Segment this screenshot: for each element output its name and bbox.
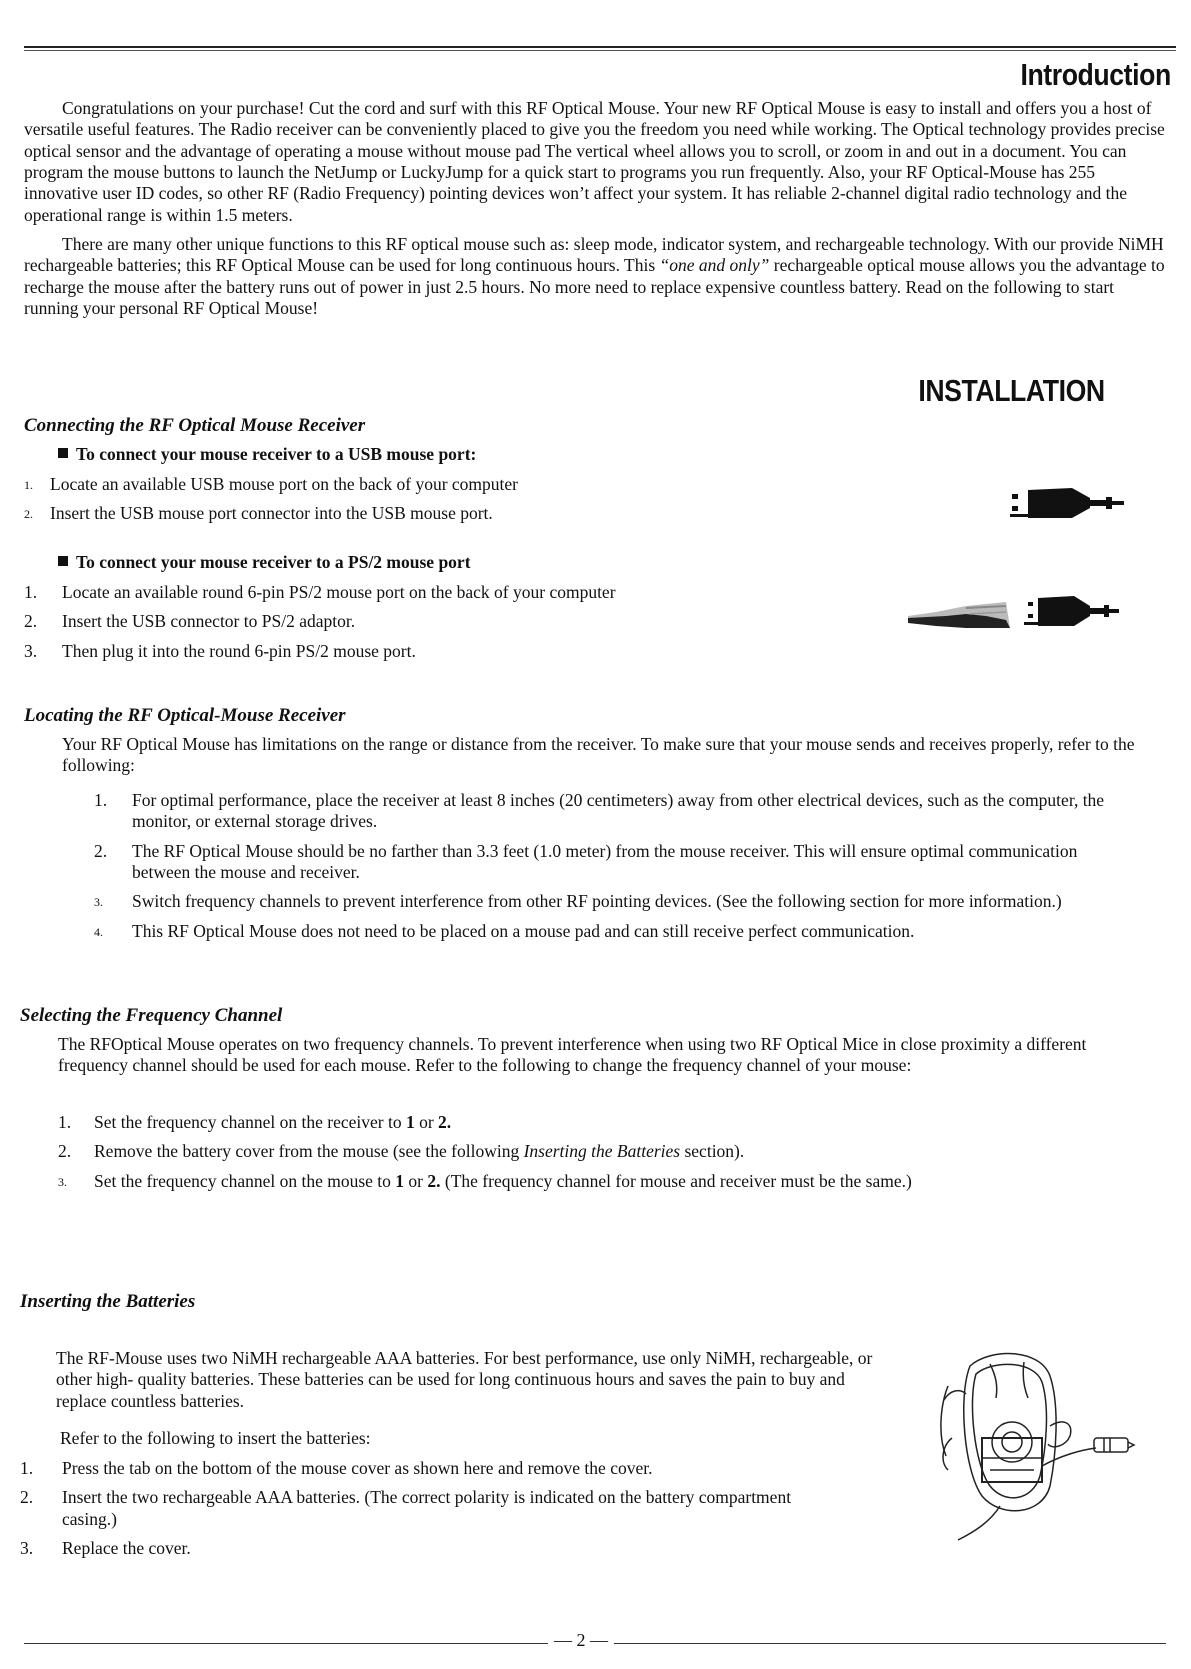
introduction-heading: Introduction	[1020, 57, 1171, 92]
frequency-intro: The RFOptical Mouse operates on two frequency channels. To prevent interference when using two RF Optical Mice in close proximity a different frequency channel should be used for each mouse. Refer to the following to change the frequency channel of your mouse:	[58, 1034, 1087, 1076]
header-rule	[24, 46, 1176, 48]
list-item: 2. Remove the battery cover from the mouse (see the following Inserting the Batteries section).	[58, 1141, 745, 1162]
bullet-square-icon	[58, 556, 68, 566]
list-item: 1. Press the tab on the bottom of the mouse cover as shown here and remove the cover.	[20, 1458, 653, 1478]
list-item: 1. For optimal performance, place the receiver at least 8 inches (20 centimeters) away from other electrical devices, such as the computer, the monitor, or external storage drives.	[94, 790, 1105, 832]
page-number: — 2 —	[548, 1630, 614, 1652]
batteries-intro: The RF-Mouse uses two NiMH rechargeable AAA batteries. For best performance, use only NiMH, rechargeable, or other high- quality batteries. These batteries can be used for long continuous hours and saves the pain to buy and replace countless batteries.	[56, 1348, 873, 1411]
list-item: 3. Switch frequency channels to prevent interference from other RF pointing devices. (See the following section for more information.)	[94, 891, 1062, 912]
locating-section-title: Locating the RF Optical-Mouse Receiver	[24, 705, 346, 726]
list-item: 2. The RF Optical Mouse should be no farther than 3.3 feet (1.0 meter) from the mouse receiver. This will ensure optimal communication between the mouse and receiver.	[94, 840, 1078, 883]
intro-section	[24, 98, 1170, 319]
batteries-section-title: Inserting the Batteries	[20, 1291, 196, 1312]
intro-paragraph-2: There are many other unique functions to this RF optical mouse such as: sleep mode, indicator system, and rechargeable technology. With our provide NiMH rechargeable batteries; this RF Optical Mouse can be used for long continuous hours. This “one and only” rechargeable optical mouse allows you the advantage to recharge the mouse after the battery runs out of power in just 2.5 hours. No more need to replace expensive countless battery. Read on the following to start running your personal RF Optical Mouse!	[24, 234, 1165, 319]
list-item: 3. Then plug it into the round 6-pin PS/2 mouse port.	[24, 640, 416, 661]
bullet-square-icon	[58, 448, 68, 458]
one-and-only-emphasis: “one and only”	[659, 255, 770, 276]
connecting-section-title: Connecting the RF Optical Mouse Receiver	[24, 415, 366, 436]
list-item: 2. Insert the USB mouse port connector into the USB mouse port.	[24, 503, 493, 524]
frequency-section-title: Selecting the Frequency Channel	[20, 1005, 283, 1026]
intro-paragraph-1: Congratulations on your purchase! Cut the cord and surf with this RF Optical Mouse. Your new RF Optical Mouse is easy to install and offers you a host of versatile useful features. The Radio receiver can be conveniently placed to give you the freedom you need while working. The Optical technology provides precise optical sensor and the advantage of operating a mouse without mouse pad The vertical wheel allows you to scroll, or zoom in and out in a document. You can program the mouse buttons to launch the NetJump or LuckyJump for a quick start to programs you run frequently. Also, your RF Optical-Mouse has 255 innovative user ID codes, so other RF (Radio Frequency) pointing devices won’t affect your system. It has reliable 2-channel digital radio technology and the operational range is within 1.5 meters.	[24, 98, 1165, 225]
list-item: 1. Locate an available round 6-pin PS/2 mouse port on the back of your computer	[24, 582, 616, 602]
locating-intro: Your RF Optical Mouse has limitations on the range or distance from the receiver. To make sure that your mouse sends and receives properly, refer to the following:	[62, 734, 1135, 776]
list-item: 3. Replace the cover.	[20, 1538, 191, 1559]
list-item: 1. Set the frequency channel on the receiver to 1 or 2.	[58, 1112, 452, 1132]
header-rule-thin	[24, 50, 1176, 51]
list-item: 2. Insert the two rechargeable AAA batteries. (The correct polarity is indicated on the battery compartment casing.)	[20, 1487, 792, 1529]
list-item: 3. Set the frequency channel on the mouse to 1 or 2. (The frequency channel for mouse and receiver must be the same.)	[58, 1170, 912, 1191]
list-item: 2. Insert the USB connector to PS/2 adaptor.	[24, 611, 356, 632]
installation-heading: INSTALLATION	[918, 373, 1105, 408]
usb-steps	[24, 474, 724, 533]
list-item: 1. Locate an available USB mouse port on the back of your computer	[24, 474, 518, 494]
list-item: 4. This RF Optical Mouse does not need to be placed on a mouse pad and can still receive perfect communication.	[94, 920, 915, 941]
mouse-battery-illustration	[930, 1346, 1140, 1546]
usb-connector-icon	[1010, 484, 1130, 524]
batteries-refer: Refer to the following to insert the batteries:	[60, 1428, 371, 1448]
ps2-adapter-icon	[906, 594, 1136, 634]
ps2-heading: To connect your mouse receiver to a PS/2 mouse port	[58, 552, 471, 573]
locating-steps	[94, 790, 1134, 950]
usb-heading: To connect your mouse receiver to a USB mouse port:	[58, 444, 476, 465]
frequency-steps	[58, 1112, 1148, 1200]
batteries-steps	[20, 1458, 840, 1567]
ps2-steps	[24, 582, 754, 670]
